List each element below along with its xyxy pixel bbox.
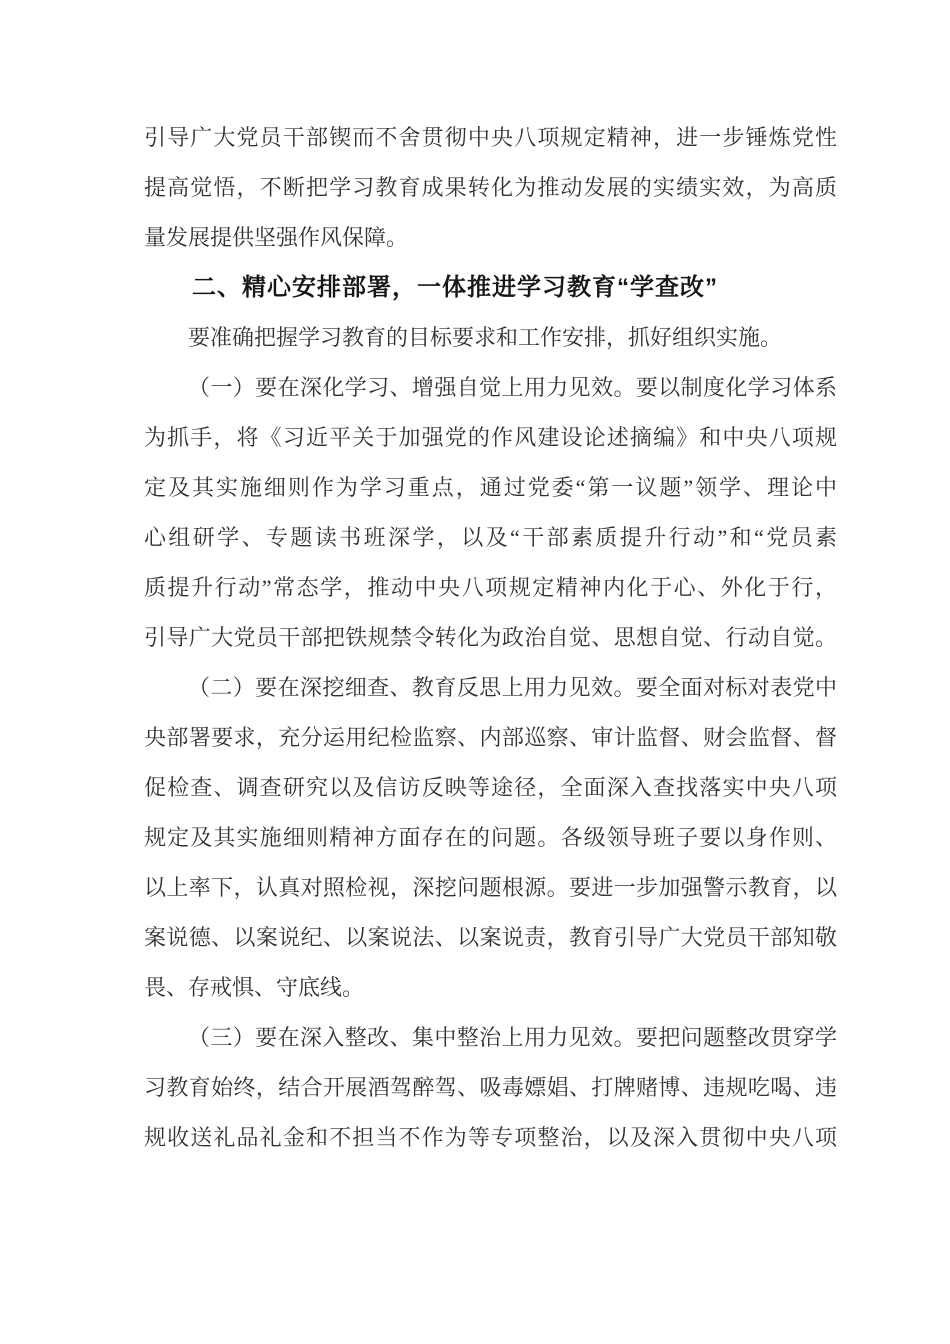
text-line: 心组研学、专题读书班深学，以及“干部素质提升行动”和“党员素 xyxy=(144,525,837,550)
text-line: （三）要在深入整改、集中整治上用力见效。要把问题整改贯穿学 xyxy=(188,1025,837,1050)
section-heading: 二、精心安排部署，一体推进学习教育“学查改” xyxy=(192,274,718,301)
text-line: 促检查、调查研究以及信访反映等途径，全面深入查找落实中央八项 xyxy=(144,775,837,800)
text-line: 提高觉悟，不断把学习教育成果转化为推动发展的实绩实效，为高质 xyxy=(144,175,837,200)
text-line: 畏、存戒惧、守底线。 xyxy=(144,975,365,1000)
text-line: （二）要在深挖细查、教育反思上用力见效。要全面对标对表党中 xyxy=(188,675,837,700)
text-line: 量发展提供坚强作风保障。 xyxy=(144,225,409,250)
text-line: 规定及其实施细则精神方面存在的问题。各级领导班子要以身作则、 xyxy=(144,825,837,850)
text-line: 引导广大党员干部锲而不舍贯彻中央八项规定精神，进一步锤炼党性 xyxy=(144,125,837,150)
text-line: 央部署要求，充分运用纪检监察、内部巡察、审计监督、财会监督、督 xyxy=(144,725,837,750)
text-line: 为抓手，将《习近平关于加强党的作风建设论述摘编》和中央八项规 xyxy=(144,425,837,450)
text-line: 定及其实施细则作为学习重点，通过党委“第一议题”领学、理论中 xyxy=(144,475,837,500)
text-line: 以上率下，认真对照检视，深挖问题根源。要进一步加强警示教育，以 xyxy=(144,875,837,900)
document-body xyxy=(144,113,837,1163)
text-line: 质提升行动”常态学，推动中央八项规定精神内化于心、外化于行， xyxy=(144,575,837,600)
text-line: 案说德、以案说纪、以案说法、以案说责，教育引导广大党员干部知敬 xyxy=(144,925,837,950)
text-line: 引导广大党员干部把铁规禁令转化为政治自觉、思想自觉、行动自觉。 xyxy=(144,625,837,650)
text-line: 规收送礼品礼金和不担当不作为等专项整治，以及深入贯彻中央八项 xyxy=(144,1125,837,1150)
text-line: 习教育始终，结合开展酒驾醉驾、吸毒嫖娼、打牌赌博、违规吃喝、违 xyxy=(144,1075,837,1100)
text-line: 要准确把握学习教育的目标要求和工作安排，抓好组织实施。 xyxy=(188,325,783,350)
text-line: （一）要在深化学习、增强自觉上用力见效。要以制度化学习体系 xyxy=(188,375,837,400)
